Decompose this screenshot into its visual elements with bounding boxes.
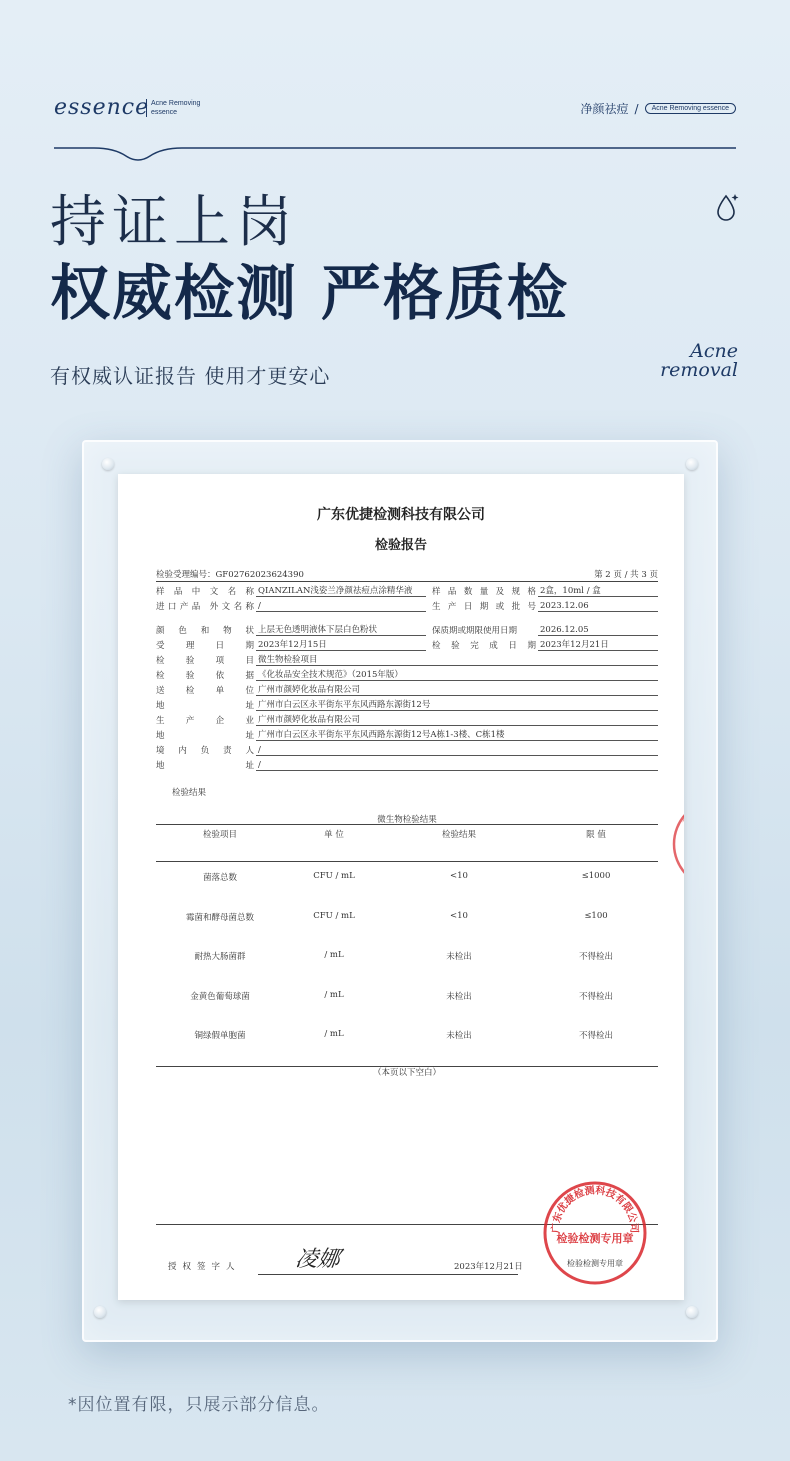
hero-title-thin: 持证上岗 <box>50 190 298 255</box>
results-table-header <box>156 825 658 862</box>
signature-underline <box>258 1274 518 1275</box>
info-key: 送检单位 <box>156 686 254 696</box>
table-cell: <10 <box>450 871 468 881</box>
brand-logo: essence <box>54 95 150 120</box>
info-value: 微生物检验项目 <box>256 653 658 666</box>
partial-seal-stamp <box>658 794 718 894</box>
top-right-tagline <box>581 100 737 117</box>
info-value: / <box>256 745 658 756</box>
info-row <box>156 597 658 612</box>
info-key: 检验依据 <box>156 671 254 681</box>
info-value: 2023年12月21日 <box>538 638 658 651</box>
info-value: 《化妆品安全技术规范》（2015年版） <box>256 668 658 681</box>
results-table-body <box>156 862 658 1067</box>
info-row <box>156 756 658 771</box>
tagline-divider: / <box>634 101 639 116</box>
table-cell: <10 <box>450 910 468 921</box>
report-company: 广东优捷检测科技有限公司 <box>317 507 485 523</box>
script-line1: Acne <box>690 340 738 362</box>
table-cell: / mL <box>324 950 344 960</box>
table-cell: CFU / mL <box>313 871 355 881</box>
info-value: QIANZILAN浅姿兰净颜祛痘点涂精华液 <box>256 584 426 597</box>
info-key: 地址 <box>156 761 254 771</box>
svg-text:广东优捷检测科技有限公司 <box>549 1183 641 1233</box>
info-value: 2023.12.06 <box>538 601 658 612</box>
script-acne-removal <box>660 342 738 380</box>
results-label: 检验结果 <box>172 788 207 798</box>
info-value: 2026.12.05 <box>538 625 658 636</box>
info-value: 上层无色透明液体下层白色粉状 <box>256 623 426 636</box>
info-key: 地址 <box>156 731 254 741</box>
handwritten-signature: 凌娜 <box>293 1247 342 1272</box>
header-divider <box>54 128 736 168</box>
table-cell: 未检出 <box>446 952 472 962</box>
table-row <box>156 1026 658 1066</box>
info-key: 地址 <box>156 701 254 711</box>
table-cell: 霉菌和酵母菌总数 <box>185 912 254 923</box>
info-key: 样品数量及规格 <box>432 587 536 597</box>
info-key: 样品中文名称 <box>156 587 254 597</box>
table-cell: 不得检出 <box>578 952 613 962</box>
table-cell: CFU / mL <box>313 910 355 921</box>
tagline-pill: Acne Removing essence <box>645 103 736 114</box>
hero-subtitle: 有权威认证报告 使用才更安心 <box>50 364 331 388</box>
table-cell: 不得检出 <box>578 1031 613 1041</box>
table-cell: 铜绿假单胞菌 <box>194 1031 246 1041</box>
footnote: *因位置有限，只展示部分信息。 <box>68 1395 330 1415</box>
report-title: 检验报告 <box>374 538 427 553</box>
info-row <box>156 651 658 666</box>
info-row <box>156 582 658 597</box>
info-row <box>156 696 658 711</box>
info-row <box>156 612 658 636</box>
info-value: 2023年12月15日 <box>256 638 426 651</box>
table-row <box>156 987 658 1027</box>
info-value: 广州市颜婷化妆品有限公司 <box>256 683 658 696</box>
table-row <box>156 868 658 908</box>
sign-date: 2023年12月21日 <box>454 1262 523 1272</box>
tagline-text: 净颜祛痘 <box>580 102 629 116</box>
table-cell: 耐热大肠菌群 <box>194 952 246 962</box>
info-row <box>156 741 658 756</box>
frame-screw <box>102 458 114 470</box>
stamp-arc-text: 广东优捷检测科技有限公司 <box>550 1185 640 1234</box>
info-key: 进口产品 外文名称 <box>156 602 254 612</box>
water-drop-icon <box>714 192 742 222</box>
info-key: 受理日期 <box>156 641 254 651</box>
info-key: 生产企业 <box>156 716 254 726</box>
table-cell: / mL <box>324 989 344 1000</box>
info-value: 广州市白云区永平街东平东风西路东源街12号A栋1-3楼、C栋1楼 <box>256 728 658 741</box>
brand-subtitle <box>146 99 200 117</box>
results-table-title: 微生物检验结果 <box>377 815 437 825</box>
script-line2: removal <box>660 359 738 381</box>
table-cell: 未检出 <box>446 1031 472 1041</box>
partial-stamp-text: 检…用 <box>682 813 718 827</box>
table-cell: 不得检出 <box>578 991 613 1002</box>
table-row <box>156 908 658 948</box>
info-value: 广州市颜婷化妆品有限公司 <box>256 713 658 726</box>
page-indicator: 第 2 页 / 共 3 页 <box>594 570 658 580</box>
table-row <box>156 947 658 987</box>
info-key: 检验项目 <box>156 656 254 666</box>
hero-title-bold: 权威检测 严格质检 <box>50 259 569 329</box>
info-value: 广州市白云区永平街东平东风西路东源街12号 <box>256 698 658 711</box>
info-value: / <box>256 760 658 771</box>
signer-label: 授权签字人 <box>168 1262 241 1272</box>
official-seal-stamp <box>542 1180 648 1286</box>
info-row <box>156 726 658 741</box>
info-key: 生产日期或批号 <box>432 602 536 612</box>
blank-below-note: （本页以下空白） <box>372 1068 441 1078</box>
stamp-center-text: 检验检测专用章 <box>556 1232 634 1245</box>
report-document <box>118 474 718 1300</box>
info-row <box>156 636 658 651</box>
frame-screw <box>686 458 698 470</box>
column-header: 检验项目 <box>202 830 237 840</box>
table-cell: ≤1000 <box>581 871 611 881</box>
brand-sub-line1: Acne Removing <box>151 100 201 107</box>
frame-screw <box>94 1306 106 1318</box>
brand-sub-line2: essence <box>151 109 178 116</box>
table-cell: 金黄色葡萄球菌 <box>190 991 250 1002</box>
info-value: 2盒，10ml / 盒 <box>538 584 658 597</box>
results-table <box>156 824 658 1067</box>
info-key: 保质期或期限使用日期 <box>432 626 518 636</box>
report-info-table <box>156 582 658 771</box>
table-cell: / mL <box>324 1029 344 1039</box>
report-meta <box>156 568 658 582</box>
info-key: 颜色和物状 <box>156 626 254 636</box>
column-header: 检验结果 <box>441 830 476 840</box>
acceptance-number: 检验受理编号：GF02762023624390 <box>156 570 304 580</box>
info-key: 检验完成日期 <box>432 641 536 651</box>
table-cell: 菌落总数 <box>202 873 237 883</box>
frame-screw <box>686 1306 698 1318</box>
column-header: 单 位 <box>324 830 344 840</box>
table-cell: ≤100 <box>584 910 608 921</box>
info-value: / <box>256 601 426 612</box>
info-row <box>156 711 658 726</box>
stamp-overlap-text: 检验检测专用章 <box>567 1259 623 1268</box>
table-cell: 未检出 <box>446 991 472 1002</box>
column-header: 限 值 <box>586 830 606 840</box>
info-row <box>156 666 658 681</box>
info-row <box>156 681 658 696</box>
info-key: 境内负责人 <box>156 746 254 756</box>
